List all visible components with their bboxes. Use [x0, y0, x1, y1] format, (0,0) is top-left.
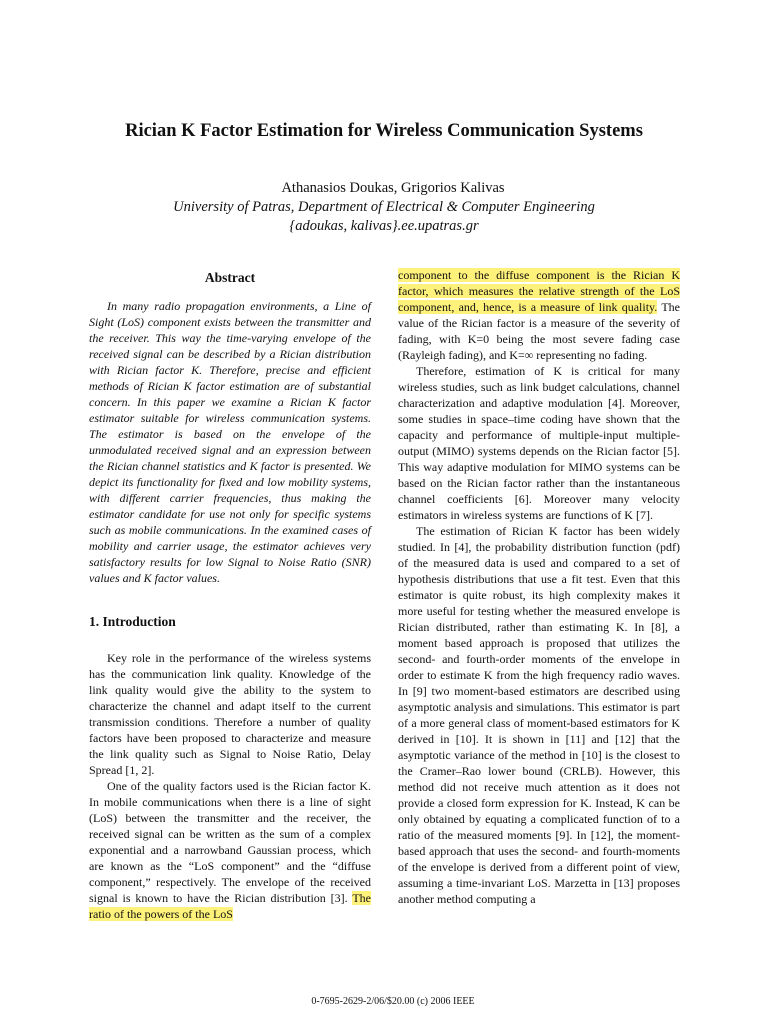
- abstract-heading: Abstract: [204, 270, 256, 285]
- author-affiliation-block: [0, 198, 768, 236]
- introduction-heading: 1. Introduction: [89, 614, 176, 629]
- intro-paragraph-2-text: One of the quality factors used is the Rician factor K. In mobile communications when there is a line of sight (LoS) between the transmitter and the receiver, the received signal can be written as the sum of a complex exponential and a narrowband Gaussian process, which are known as the “LoS component” and the “diffuse component,” respectively. The envelope of the received signal is known to have the Rician distribution [3].: [89, 779, 371, 905]
- right-paragraph-3: The estimation of Rician K factor has been widely studied. In [4], the probability distribution function (pdf) of the measured data is used and compared to a set of hypothesis distributions that use a fit test. Even that this estimator is quite robust, its high complexity makes it more useful for testing whether the measured envelope is Rician distributed, rather than estimating K. In [8], a moment based approach is proposed that utilizes the second- and fourth-order moments of the envelope in order to estimate K from the high frequency radio waves. In [9] two moment-based estimators are described using asymptotic analysis and simulations. This estimator is part of a more general class of moment-based estimators for K derived in [10]. It is shown in [11] and [12] that the asymptotic variance of the method in [10] is the closest to the Cramer–Rao lower bound (CRLB). However, this method did not receive much attention as it does not provide a closed form expression for K. Instead, K can be only obtained by equating a complicated function of to a ratio of the measured moments [9]. In [12], the moment-based approach that uses the second- and fourth-moments of the envelope is derived from a different point of view, assuming a time-invariant LoS. Marzetta in [13] proposes another method computing a: [398, 524, 680, 906]
- highlighted-text: The ratio of the powers of the LoS: [89, 891, 371, 921]
- paper-title: Rician K Factor Estimation for Wireless Communication Systems: [125, 121, 643, 141]
- right-paragraph-1: [398, 267, 680, 363]
- right-column: [398, 267, 680, 907]
- left-column: [89, 270, 371, 922]
- author-emails: {adoukas, kalivas}.ee.upatras.gr: [289, 218, 479, 234]
- copyright-footer: 0-7695-2629-2/06/$20.00 (c) 2006 IEEE: [311, 996, 475, 1007]
- right-paragraph-1-text: The value of the Rician factor is a measure of the severity of fading, with K=0 being the most severe fading case (Rayleigh fading), and K=∞ representing no fading.: [398, 300, 680, 362]
- right-paragraph-2: Therefore, estimation of K is critical for many wireless studies, such as link budget calculations, channel characterization and adaptive modulation [4]. Moreover, some studies in space–time coding have shown that the capacity and performance of multiple-input multiple-output (MIMO) systems depends on the Rician factor [5]. This way adaptive modulation for MIMO systems can be based on the Rician factor rather than the instantaneous channel coefficients [6]. Moreover many velocity estimators in wireless systems are functions of K [7].: [398, 364, 680, 522]
- intro-paragraph-1: Key role in the performance of the wireless systems has the communication link quality. Knowledge of the link quality would give the ability to the system to characterize the channel and adapt itself to the current transmission conditions. Therefore a number of quality factors have been proposed to characterize and measure the link quality such as Signal to Noise Ratio, Delay Spread [1, 2].: [89, 651, 371, 777]
- intro-paragraph-2: [89, 778, 371, 922]
- abstract-text: In many radio propagation environments, a Line of Sight (LoS) component exists between the transmitter and the receiver. This way the time-varying envelope of the received signal can be described by a Rician distribution with Rician factor K. Therefore, precise and efficient methods of Rician K factor estimation are of substantial concern. In this paper we examine a Rician K factor estimator suitable for wireless communication systems. The estimator is based on the envelope of the unmodulated received signal and an expression between the Rician channel statistics and K factor is presented. We depict its functionality for fixed and low mobility systems, with different carrier frequencies, thus making the estimator candidate for use not only for specific systems such as mobile communications. In the examined cases of mobility and carrier usage, the estimator achieves very satisfactory results for low Signal to Noise Ratio (SNR) values and K factor values.: [89, 299, 371, 585]
- author-names: Athanasios Doukas, Grigorios Kalivas: [281, 180, 505, 196]
- affiliation: University of Patras, Department of Electrical & Computer Engineering: [173, 199, 595, 215]
- highlighted-text-continued: component to the diffuse component is the Rician K factor, which measures the relative strength of the LoS component, and, hence, is a measure of link quality.: [398, 268, 680, 314]
